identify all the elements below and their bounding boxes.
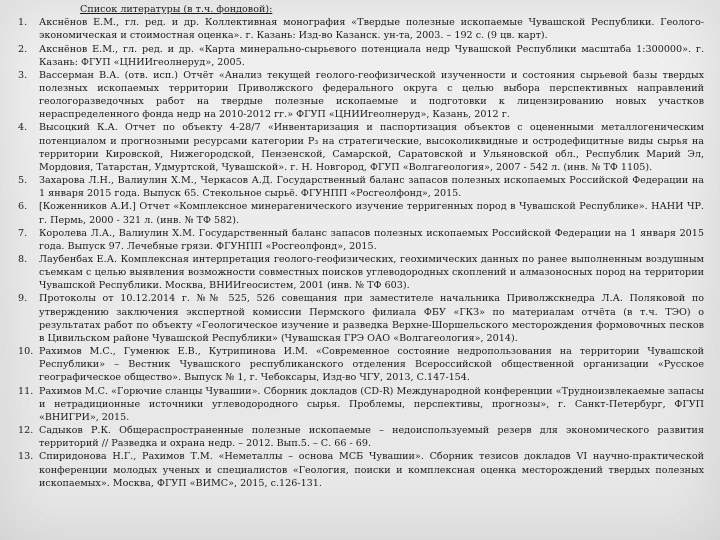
reference-text: Рахимов М.С. «Горючие сланцы Чувашии». Сборник докладов (CD-R) Международной конференции «Трудноизвлекаемые запасы и нетрадиционные источники углеводородного сырья. Проблемы, перспективы, прогнозы», г. Санкт-Петербург, ФГУП «ВНИГРИ», 2015. <box>39 385 704 423</box>
reference-item <box>18 200 704 226</box>
reference-item <box>18 450 704 489</box>
reference-item <box>18 16 704 42</box>
reference-text: Вассерман В.А. (отв. исп.) Отчёт «Анализ текущей геолого-геофизической изученности и состояния сырьевой базы твердых полезных ископаемых территории Приволжского федерального округа с целью выбора перспективных направлений геологоразведочных работ на твердые полезные ископаемые и подготовки к лицензированию новых участков нераспределенного фонда недр на 2010-2012 гг.» ФГУП «ЦНИИгеолнеруд», Казань, 2012 г. <box>39 69 704 121</box>
reference-item <box>18 227 704 253</box>
reference-text: Акснёнов Е.М., гл. ред. и др. Коллективная монография «Твердые полезные ископаемые Чувашской Республики. Геолого-экономическая и стоимостная оценка». г. Казань: Изд-во Казанск. ун-та, 2003. – 192 с. (9 цв. карт). <box>39 17 704 42</box>
reference-number: 11. <box>18 385 34 397</box>
reference-number: 10. <box>18 346 34 358</box>
reference-number: 12. <box>18 425 34 437</box>
reference-list-title: Список литературы (в т.ч. фондовой): <box>80 4 273 15</box>
reference-number: 7. <box>18 227 28 239</box>
reference-list-document <box>18 3 704 490</box>
reference-text: Захарова Л.Н., Валиулин Х.М., Черкасов А.Д. Государственный баланс запасов полезных ископаемых Российской Федерации на 1 января 2015 года. Выпуск 65. Стекольное сырьё. ФГУНПП «Росгеолфонд», 2015. <box>39 175 704 200</box>
reference-item <box>18 69 704 122</box>
reference-text: Лаубенбах Е.А. Комплексная интерпретация геолого-геофизических, геохимических данных по ранее выполненным воздушным съемкам с целью выявления возможности совместных поисков углеводородных скоплений и алмазоносных пород на территории Чувашской Республики. Москва, ВНИИгеосистем, 2001 (инв. № ТФ 603). <box>39 254 704 292</box>
reference-number: 4. <box>18 122 28 134</box>
reference-text: Рахимов М.С., Гуменюк Е.В., Кутрипинова И.М. «Современное состояние недропользования на территории Чувашской Республики» – Вестник Чувашского республиканского отделения Всероссийской общественной организации «Русское географическое общество». Выпуск № 1, г. Чебоксары, Изд-во ЧГУ, 2013, С.147-154. <box>39 346 704 384</box>
reference-text: Протоколы от 10.12.2014 г. №№ 525, 526 совещания при заместителе начальника Приволжскнедра Л.А. Поляковой по утверждению заключения экспертной комиссии Пермского филиала ФБУ «ГКЗ» по материалам отчёта (в т.ч. ТЭО) о результатах работ по объекту «Геологическое изучение и разведка Верхне-Шоршельского месторождения формовочных песков в Цивильском районе Чувашской Республики» (Чувашская ГРЭ ОАО «Волгагеология», 2014). <box>39 293 704 344</box>
reference-number: 6. <box>18 201 28 213</box>
reference-number: 1. <box>18 17 28 29</box>
reference-number: 9. <box>18 293 28 305</box>
reference-item <box>18 43 704 69</box>
reference-text: Спиридонова Н.Г., Рахимов Т.М. «Неметаллы – основа МСБ Чувашии». Сборник тезисов докладов VI научно-практической конференции молодых ученых и специалистов «Геология, поиски и комплексная оценка месторождений твердых полезных ископаемых». Москва, ФГУП «ВИМС», 2015, с.126-131. <box>39 451 704 489</box>
reference-text: Садыков Р.К. Общераспространенные полезные ископаемые – недоиспользуемый резерв для экономического развития территорий // Разведка и охрана недр. – 2012. Вып.5. – С. 66 - 69. <box>39 425 704 450</box>
reference-item <box>18 345 704 384</box>
reference-item <box>18 385 704 424</box>
reference-text: Высоцкий К.А. Отчет по объекту 4-28/7 «Инвентаризация и паспортизация объектов с оцененными металлогеническим потенциалом и прогнозными ресурсами категории P₃ на стратегические, высоколиквидные и остродефицитные виды сырья на территории Кировской, Нижегородской, Пензенской, Самарской, Саратовской и Ульяновской обл., Республик Марий Эл, Мордовия, Татарстан, Удмуртской, Чувашской». г. Н. Новгород, ФГУП «Волгагеология», 2007 - 542 л. (инв. № ТФ 1105). <box>39 122 704 173</box>
reference-number: 2. <box>18 43 28 55</box>
reference-item <box>18 121 704 174</box>
reference-item <box>18 424 704 450</box>
reference-text: Акснёнов Е.М., гл. ред. и др. «Карта минерально-сырьевого потенциала недр Чувашской Республики масштаба 1:300000». г. Казань: ФГУП «ЦНИИгеолнеруд», 2005. <box>39 43 704 68</box>
reference-list <box>18 16 704 490</box>
reference-text: [Коженников А.И.] Отчет «Комплексное минерагенического изучение терригенных пород в Чувашской Республике». НАНИ ЧР. г. Пермь, 2000 - 321 л. (инв. № ТФ 582). <box>39 201 704 226</box>
reference-text: Королева Л.А., Валиулин Х.М. Государственный баланс запасов полезных ископаемых Российской Федерации на 1 января 2015 года. Выпуск 97. Лечебные грязи. ФГУНПП «Росгеолфонд», 2015. <box>39 227 704 252</box>
reference-number: 5. <box>18 175 28 187</box>
reference-item <box>18 253 704 292</box>
reference-item <box>18 174 704 200</box>
reference-item <box>18 292 704 345</box>
reference-number: 8. <box>18 254 28 266</box>
reference-number: 13. <box>18 451 34 463</box>
reference-number: 3. <box>18 69 28 81</box>
